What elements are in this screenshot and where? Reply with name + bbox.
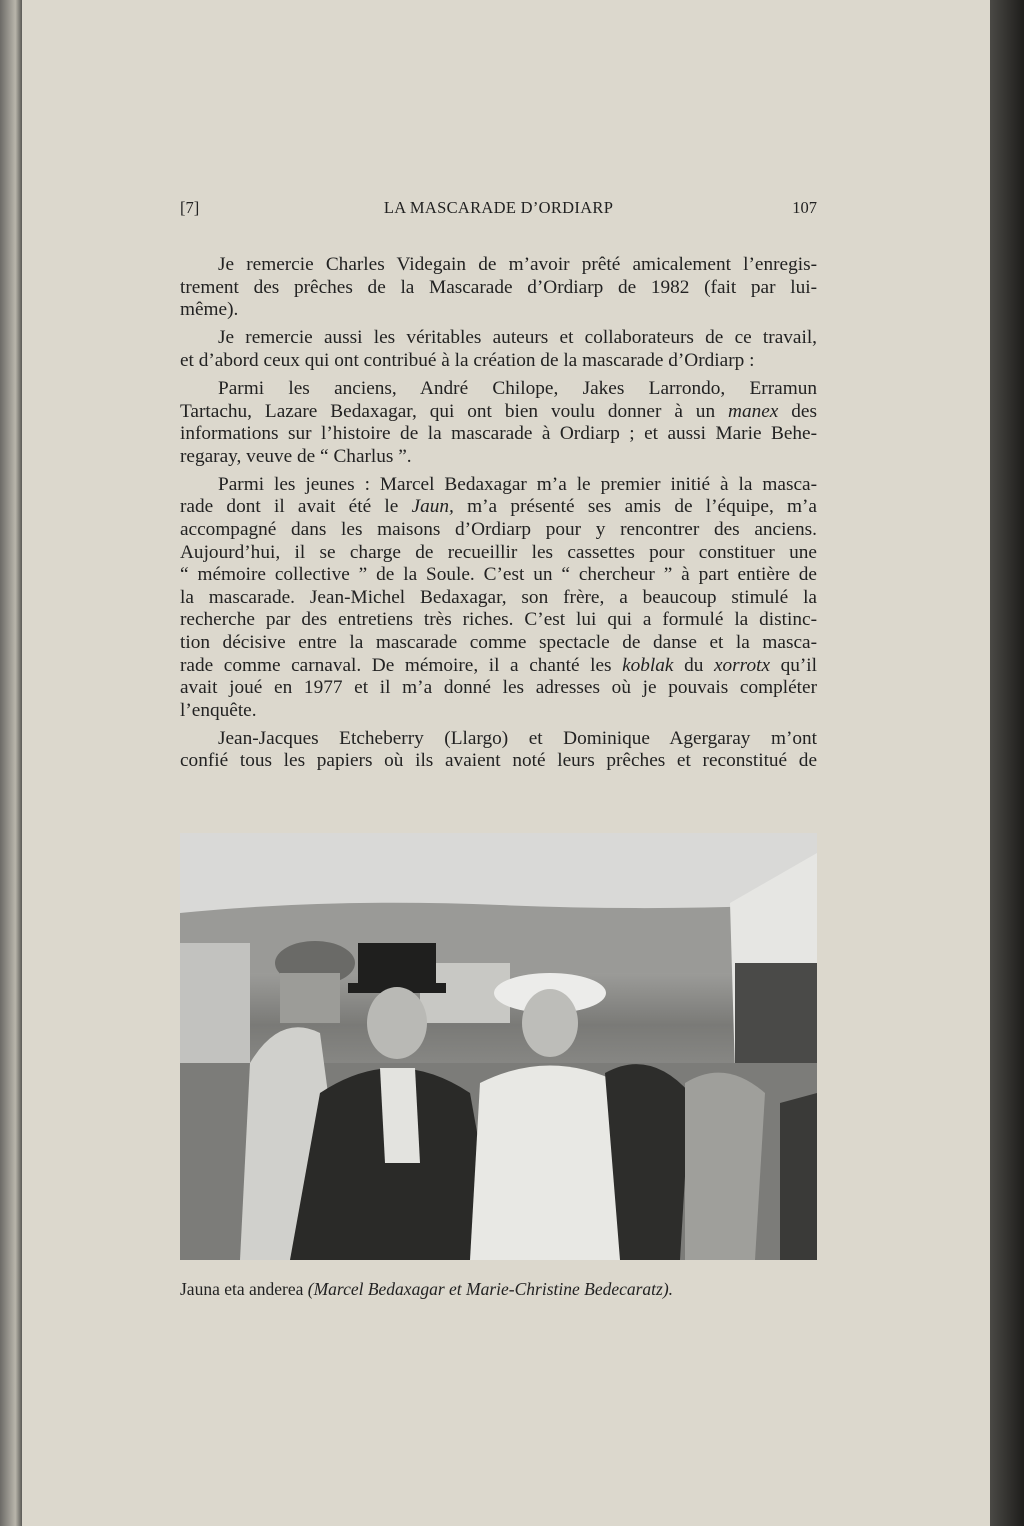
italic-term: xorrotx xyxy=(713,654,770,676)
running-title: LA MASCARADE D’ORDIARP xyxy=(383,198,614,217)
text-line xyxy=(180,446,817,469)
page-number: 107 xyxy=(792,198,817,217)
italic-term: manex xyxy=(728,400,779,422)
text-line xyxy=(180,350,817,373)
text-line xyxy=(180,277,817,300)
text-run: et d’abord ceux qui ont contribué à la création de la mascarade d’Ordiarp : xyxy=(180,349,755,371)
text-run: recherche par des entretiens très riches. C’est lui qui a formulé la distinc- xyxy=(180,609,817,631)
text-run: la mascarade. Jean-Michel Bedaxagar, son frère, a beaucoup stimulé la xyxy=(180,586,817,608)
text-run: tion décisive entre la mascarade comme spectacle de danse et la masca- xyxy=(180,632,817,653)
text-run: accompagné dans les maisons d’Ordiarp pour y rencontrer des anciens. xyxy=(180,519,817,541)
text-run: trement des prêches de la Mascarade d’Ordiarp de 1982 (fait par lui- xyxy=(180,276,817,298)
paragraph xyxy=(180,378,817,468)
text-line xyxy=(180,677,817,700)
text-line xyxy=(180,750,817,773)
text-run: rade comme carnaval. De mémoire, il a chanté les xyxy=(180,654,623,676)
text-line xyxy=(180,496,817,519)
text-line xyxy=(180,299,817,322)
text-run: confié tous les papiers où ils avaient noté leurs prêches et reconstitué de xyxy=(180,750,817,772)
italic-term: Jaun, xyxy=(411,496,454,518)
text-run: même). xyxy=(180,299,239,321)
paragraph xyxy=(180,327,817,372)
text-line xyxy=(180,327,817,350)
text-run: rade dont il avait été le xyxy=(180,496,412,518)
paragraph xyxy=(180,254,817,322)
text-run: regaray, veuve de “ Charlus ”. xyxy=(180,445,412,467)
text-line xyxy=(180,728,817,751)
text-line xyxy=(180,700,817,723)
text-line xyxy=(180,401,817,424)
text-run: Parmi les jeunes : Marcel Bedaxagar m’a le premier initié à la masca- xyxy=(218,473,817,495)
text-line xyxy=(180,655,817,678)
photo-illustration xyxy=(180,833,817,1260)
text-run: Jean-Jacques Etcheberry (Llargo) et Dominique Agergaray m’ont xyxy=(218,727,817,749)
text-line xyxy=(180,378,817,401)
text-line xyxy=(180,587,817,610)
text-line xyxy=(180,519,817,542)
text-run: Aujourd’hui, il se charge de recueillir les cassettes pour constituer une xyxy=(180,541,817,563)
text-line xyxy=(180,254,817,277)
text-run: Tartachu, Lazare Bedaxagar, qui ont bien voulu donner à un xyxy=(180,400,729,422)
book-edge xyxy=(990,0,1024,1526)
italic-term: koblak xyxy=(622,654,674,676)
text-run: “ mémoire collective ” de la Soule. C’est un “ chercheur ” à part entière de xyxy=(180,564,817,586)
text-line xyxy=(180,609,817,632)
text-run: Parmi les anciens, André Chilope, Jakes Larrondo, Erramun xyxy=(218,377,817,399)
text-line xyxy=(180,632,817,655)
text-run: m’a présenté ses amis de l’équipe, m’a xyxy=(453,496,817,518)
text-run: avait joué en 1977 et il m’a donné les adresses où je pouvais compléter xyxy=(180,677,817,699)
running-header xyxy=(180,198,817,222)
photograph-masqueraders xyxy=(180,833,817,1260)
section-number: [7] xyxy=(180,198,200,217)
paragraph xyxy=(180,728,817,773)
text-line xyxy=(180,542,817,565)
caption-basque: Jauna eta anderea xyxy=(180,1279,308,1299)
photo-caption xyxy=(180,1279,817,1300)
text-run: informations sur l’histoire de la mascarade à Ordiarp ; et aussi Marie Behe- xyxy=(180,423,817,445)
text-run: Je remercie Charles Videgain de m’avoir prêté amicalement l’enregis- xyxy=(218,254,817,275)
text-run: l’enquête. xyxy=(180,699,257,721)
facing-page-edge xyxy=(0,0,22,1526)
text-run: qu’il xyxy=(770,654,817,676)
text-run: des xyxy=(778,400,817,422)
text-run: Je remercie aussi les véritables auteurs et collaborateurs de ce travail, xyxy=(218,327,817,349)
text-line xyxy=(180,564,817,587)
text-run: du xyxy=(673,654,714,676)
body-text xyxy=(180,254,817,779)
caption-names: (Marcel Bedaxagar et Marie-Christine Bedecaratz). xyxy=(307,1279,674,1299)
text-line xyxy=(180,423,817,446)
text-line xyxy=(180,474,817,497)
paragraph xyxy=(180,474,817,723)
